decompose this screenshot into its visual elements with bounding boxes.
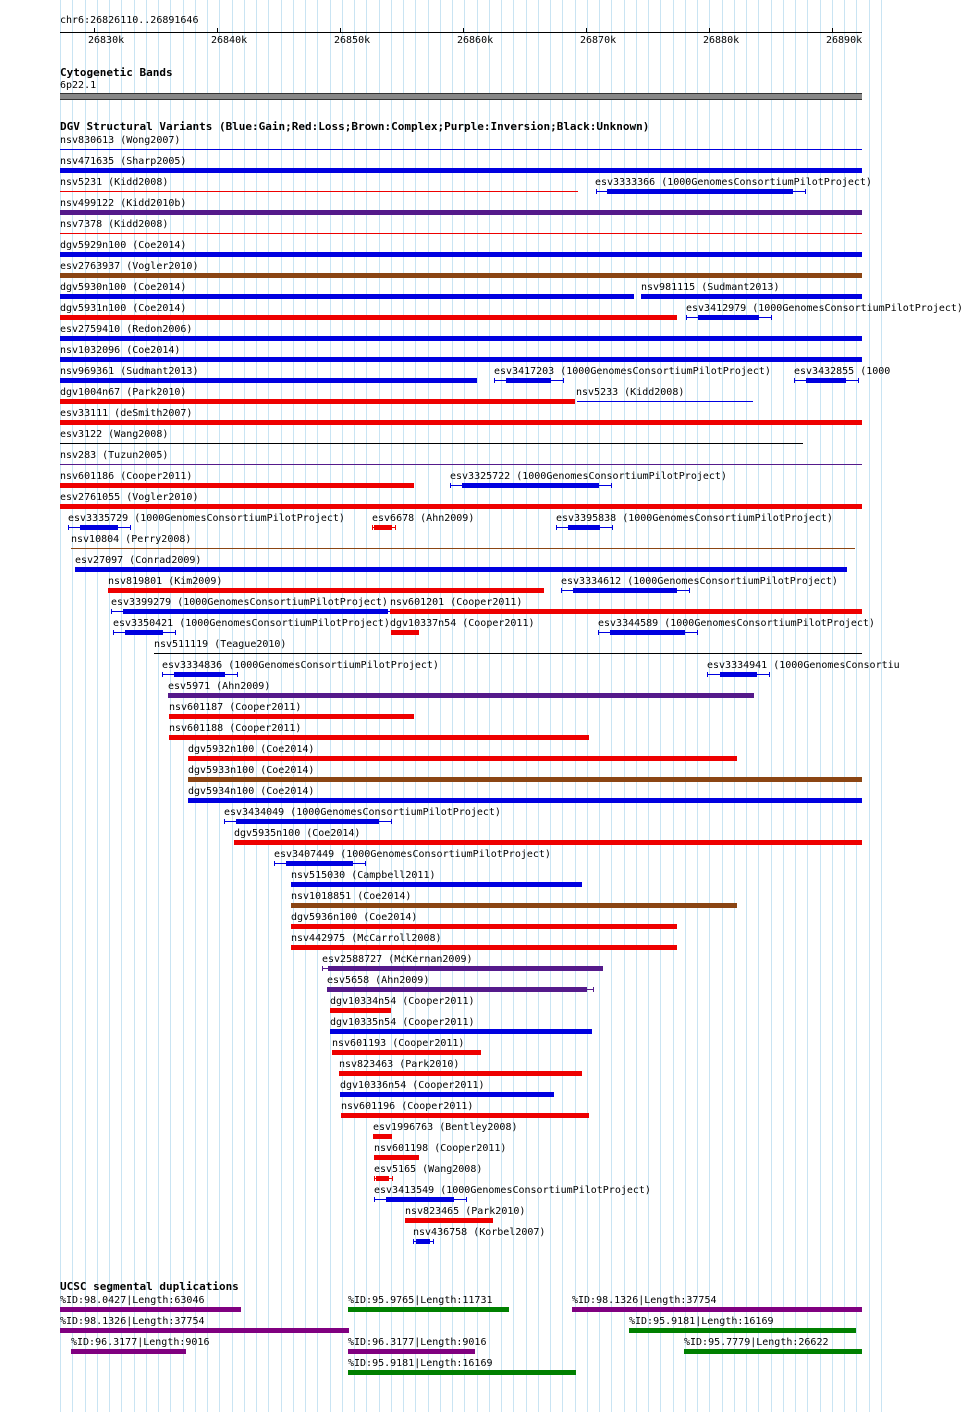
dgv-variant-bar[interactable] (60, 233, 862, 234)
dgv-variant-whisker (113, 630, 114, 635)
segdup-bar[interactable] (60, 1307, 241, 1312)
dgv-variant-label[interactable]: esv3417203 (1000GenomesConsortiumPilotProject) (494, 366, 771, 377)
dgv-variant-label[interactable]: nsv10804 (Perry2008) (71, 534, 192, 545)
dgv-variant-label[interactable]: dgv5930n100 (Coe2014) (60, 282, 187, 293)
ruler-tick-label: 26840k (211, 35, 248, 46)
ruler-tick (94, 28, 95, 33)
dgv-variant-bar[interactable] (641, 294, 862, 299)
segdup-bar[interactable] (572, 1307, 862, 1312)
dgv-variant-bar[interactable] (234, 840, 862, 845)
dgv-variant-bar[interactable] (154, 653, 862, 654)
segdup-bar[interactable] (348, 1349, 475, 1354)
dgv-variant-label[interactable]: nsv1018851 (Coe2014) (291, 891, 412, 902)
dgv-variant-bar[interactable] (60, 294, 634, 299)
dgv-variant-label[interactable]: esv3335729 (1000GenomesConsortiumPilotProject) (68, 513, 345, 524)
dgv-variant-bar[interactable] (291, 924, 677, 929)
dgv-variant-label[interactable]: esv3122 (Wang2008) (60, 429, 169, 440)
dgv-variant-label[interactable]: dgv5935n100 (Coe2014) (234, 828, 361, 839)
dgv-variant-bar[interactable] (60, 273, 862, 278)
dgv-variant-label[interactable]: nsv5233 (Kidd2008) (576, 387, 685, 398)
dgv-variant-whisker (561, 588, 562, 593)
segdup-bar[interactable] (71, 1349, 186, 1354)
ruler-tick (340, 28, 341, 33)
dgv-variant-label[interactable]: nsv823465 (Park2010) (405, 1206, 526, 1217)
dgv-variant-bar[interactable] (330, 1029, 592, 1034)
dgv-variant-label[interactable]: esv2588727 (McKernan2009) (322, 954, 473, 965)
dgv-variant-whisker (794, 378, 795, 383)
segdup-label[interactable]: %ID:96.3177|Length:9016 (348, 1337, 487, 1348)
dgv-variant-label[interactable]: nsv5231 (Kidd2008) (60, 177, 169, 188)
dgv-variant-bar[interactable] (60, 191, 578, 192)
dgv-variant-extent-line (113, 632, 175, 633)
segdup-bar[interactable] (629, 1328, 856, 1333)
dgv-variant-whisker (805, 189, 806, 194)
dgv-variant-bar[interactable] (169, 735, 589, 740)
segdup-bar[interactable] (348, 1307, 509, 1312)
dgv-variant-extent-line (274, 863, 365, 864)
dgv-variant-bar[interactable] (60, 483, 414, 488)
dgv-variant-label[interactable]: nsv601196 (Cooper2011) (341, 1101, 474, 1112)
ruler-tick-label: 26850k (334, 35, 371, 46)
dgv-variant-label[interactable]: dgv5934n100 (Coe2014) (188, 786, 315, 797)
dgv-variant-extent-line (68, 527, 130, 528)
dgv-variant-label[interactable]: esv27097 (Conrad2009) (75, 555, 202, 566)
dgv-variant-whisker (162, 672, 163, 677)
dgv-variant-label[interactable]: dgv10334n54 (Cooper2011) (330, 996, 475, 1007)
dgv-variant-bar[interactable] (291, 903, 737, 908)
dgv-variant-extent-line (707, 674, 769, 675)
dgv-variant-label[interactable]: nsv601186 (Cooper2011) (60, 471, 193, 482)
dgv-variant-whisker (433, 1239, 434, 1244)
dgv-variant-label[interactable]: esv3407449 (1000GenomesConsortiumPilotProject) (274, 849, 551, 860)
dgv-variant-label[interactable]: nsv969361 (Sudmant2013) (60, 366, 199, 377)
dgv-variant-bar[interactable] (291, 882, 582, 887)
dgv-variant-extent-line (596, 191, 805, 192)
ruler-tick-label: 26890k (826, 35, 863, 46)
ruler-axis (60, 32, 862, 33)
dgv-variant-whisker (602, 966, 603, 971)
dgv-variant-label[interactable]: esv3334836 (1000GenomesConsortiumPilotProject) (162, 660, 439, 671)
dgv-variant-bar[interactable] (188, 798, 862, 803)
dgv-variant-whisker (111, 609, 112, 614)
segdup-label[interactable]: %ID:98.1326|Length:37754 (572, 1295, 717, 1306)
dgv-variant-whisker (771, 315, 772, 320)
dgv-variant-label[interactable]: nsv436758 (Korbel2007) (413, 1227, 546, 1238)
dgv-variant-whisker (274, 861, 275, 866)
dgv-variant-label[interactable]: nsv981115 (Sudmant2013) (641, 282, 780, 293)
dgv-track-title: DGV Structural Variants (Blue:Gain;Red:Loss;Brown:Complex;Purple:Inversion;Black:Unknown) (60, 120, 650, 133)
dgv-variant-label[interactable]: dgv5929n100 (Coe2014) (60, 240, 187, 251)
dgv-variant-bar[interactable] (60, 315, 677, 320)
segdup-label[interactable]: %ID:98.0427|Length:63046 (60, 1295, 205, 1306)
segdup-label[interactable]: %ID:95.9181|Length:16169 (348, 1358, 493, 1369)
dgv-variant-label[interactable]: nsv601187 (Cooper2011) (169, 702, 302, 713)
dgv-variant-whisker (494, 378, 495, 383)
dgv-variant-label[interactable]: esv5658 (Ahn2009) (327, 975, 430, 986)
dgv-variant-label[interactable]: esv3325722 (1000GenomesConsortiumPilotProject) (450, 471, 727, 482)
dgv-variant-label[interactable]: nsv830613 (Wong2007) (60, 135, 181, 146)
dgv-variant-label[interactable]: esv2761055 (Vogler2010) (60, 492, 199, 503)
dgv-variant-label[interactable]: nsv442975 (McCarroll2008) (291, 933, 442, 944)
segdup-bar[interactable] (60, 1328, 349, 1333)
dgv-variant-label[interactable]: dgv5932n100 (Coe2014) (188, 744, 315, 755)
dgv-variant-label[interactable]: nsv601198 (Cooper2011) (374, 1143, 507, 1154)
segdup-track-title: UCSC segmental duplications (60, 1280, 239, 1293)
dgv-variant-label[interactable]: dgv5931n100 (Coe2014) (60, 303, 187, 314)
dgv-variant-label[interactable]: esv3399279 (1000GenomesConsortiumPilotProject) (111, 597, 388, 608)
ruler-tick (217, 28, 218, 33)
dgv-variant-label[interactable]: dgv10337n54 (Cooper2011) (390, 618, 535, 629)
dgv-variant-extent-line (494, 380, 563, 381)
dgv-variant-extent-line (598, 632, 697, 633)
ruler-tick-label: 26880k (703, 35, 740, 46)
dgv-variant-bar[interactable] (341, 1113, 589, 1118)
dgv-variant-bar[interactable] (339, 1071, 582, 1076)
dgv-variant-bar[interactable] (188, 756, 737, 761)
dgv-variant-bar[interactable] (188, 777, 862, 782)
dgv-variant-label[interactable]: nsv819801 (Kim2009) (108, 576, 223, 587)
dgv-variant-whisker (769, 672, 770, 677)
dgv-variant-bar[interactable] (577, 401, 753, 402)
dgv-variant-label[interactable]: dgv10335n54 (Cooper2011) (330, 1017, 475, 1028)
dgv-variant-bar[interactable] (332, 1050, 481, 1055)
dgv-variant-extent-line (111, 611, 400, 612)
dgv-variant-extent-line (794, 380, 858, 381)
dgv-variant-whisker (563, 378, 564, 383)
dgv-variant-bar[interactable] (291, 945, 677, 950)
dgv-variant-bar[interactable] (390, 609, 862, 614)
dgv-variant-label[interactable]: nsv499122 (Kidd2010b) (60, 198, 187, 209)
dgv-variant-whisker (68, 525, 69, 530)
dgv-variant-whisker (365, 861, 366, 866)
dgv-variant-whisker (372, 525, 373, 530)
dgv-variant-label[interactable]: nsv823463 (Park2010) (339, 1059, 460, 1070)
dgv-variant-bar[interactable] (60, 357, 862, 362)
dgv-variant-whisker (612, 525, 613, 530)
dgv-variant-extent-line (224, 821, 391, 822)
segdup-bar[interactable] (348, 1370, 576, 1375)
dgv-variant-whisker (322, 966, 323, 971)
dgv-variant-bar[interactable] (405, 1218, 493, 1223)
cytoband-label: 6p22.1 (60, 80, 97, 91)
ruler-tick-label: 26830k (88, 35, 125, 46)
dgv-variant-extent-line (162, 674, 237, 675)
dgv-variant-label[interactable]: esv3350421 (1000GenomesConsortiumPilotProject) (113, 618, 390, 629)
dgv-variant-label[interactable]: dgv1004n67 (Park2010) (60, 387, 187, 398)
dgv-variant-whisker (598, 630, 599, 635)
dgv-variant-whisker (130, 525, 131, 530)
dgv-variant-bar[interactable] (60, 149, 862, 150)
dgv-variant-whisker (395, 525, 396, 530)
ruler-tick (709, 28, 710, 33)
dgv-variant-extent-line (327, 989, 593, 990)
dgv-variant-whisker (374, 1197, 375, 1202)
dgv-variant-label[interactable]: esv2759410 (Redon2006) (60, 324, 193, 335)
ruler-position-label: chr6:26826110..26891646 (60, 15, 199, 26)
dgv-variant-bar[interactable] (373, 1134, 392, 1139)
dgv-variant-label[interactable]: nsv7378 (Kidd2008) (60, 219, 169, 230)
dgv-variant-label[interactable]: dgv5933n100 (Coe2014) (188, 765, 315, 776)
dgv-variant-label[interactable]: esv3344589 (1000GenomesConsortiumPilotProject) (598, 618, 875, 629)
dgv-variant-bar[interactable] (60, 336, 862, 341)
dgv-variant-extent-line (374, 1178, 392, 1179)
dgv-variant-extent-line (561, 590, 689, 591)
dgv-variant-whisker (707, 672, 708, 677)
dgv-variant-whisker (391, 819, 392, 824)
dgv-variant-whisker (596, 189, 597, 194)
dgv-variant-label[interactable]: nsv283 (Tuzun2005) (60, 450, 169, 461)
dgv-variant-label[interactable]: nsv471635 (Sharp2005) (60, 156, 187, 167)
ruler-tick (586, 28, 587, 33)
cytoband-track-title: Cytogenetic Bands (60, 66, 173, 79)
dgv-variant-bar[interactable] (108, 588, 544, 593)
dgv-variant-bar[interactable] (60, 378, 477, 383)
ruler-tick-label: 26870k (580, 35, 617, 46)
dgv-variant-label[interactable]: esv3413549 (1000GenomesConsortiumPilotProject) (374, 1185, 651, 1196)
dgv-variant-label[interactable]: esv2763937 (Vogler2010) (60, 261, 199, 272)
dgv-variant-bar[interactable] (60, 168, 862, 173)
segdup-label[interactable]: %ID:95.7779|Length:26622 (684, 1337, 829, 1348)
dgv-variant-label[interactable]: nsv515030 (Campbell2011) (291, 870, 436, 881)
dgv-variant-whisker (374, 1176, 375, 1181)
dgv-variant-extent-line (413, 1241, 433, 1242)
dgv-variant-label[interactable]: esv3395838 (1000GenomesConsortiumPilotProject) (556, 513, 833, 524)
dgv-variant-label[interactable]: dgv10336n54 (Cooper2011) (340, 1080, 485, 1091)
dgv-variant-bar[interactable] (391, 630, 419, 635)
dgv-variant-whisker (686, 315, 687, 320)
dgv-variant-whisker (593, 987, 594, 992)
dgv-variant-bar[interactable] (340, 1092, 554, 1097)
dgv-variant-bar[interactable] (60, 399, 575, 404)
dgv-variant-whisker (556, 525, 557, 530)
dgv-variant-label[interactable]: dgv5936n100 (Coe2014) (291, 912, 418, 923)
dgv-variant-bar[interactable] (60, 420, 862, 425)
dgv-variant-extent-line (686, 317, 771, 318)
ruler-tick (832, 28, 833, 33)
dgv-variant-extent-line (556, 527, 612, 528)
segdup-label[interactable]: %ID:95.9181|Length:16169 (629, 1316, 774, 1327)
dgv-variant-bar[interactable] (330, 1008, 391, 1013)
dgv-variant-bar[interactable] (169, 714, 414, 719)
dgv-variant-label[interactable]: esv3434049 (1000GenomesConsortiumPilotProject) (224, 807, 501, 818)
dgv-variant-label[interactable]: esv3412979 (1000GenomesConsortiumPilotProject) (686, 303, 963, 314)
dgv-variant-bar[interactable] (60, 210, 862, 215)
dgv-variant-bar[interactable] (71, 548, 855, 549)
dgv-variant-extent-line (372, 527, 395, 528)
segdup-bar[interactable] (684, 1349, 862, 1354)
dgv-variant-label[interactable]: nsv601193 (Cooper2011) (332, 1038, 465, 1049)
dgv-variant-whisker (689, 588, 690, 593)
segdup-label[interactable]: %ID:96.3177|Length:9016 (71, 1337, 210, 1348)
dgv-variant-bar[interactable] (374, 1155, 419, 1160)
dgv-variant-whisker (327, 987, 328, 992)
dgv-variant-whisker (175, 630, 176, 635)
dgv-variant-whisker (611, 483, 612, 488)
dgv-variant-whisker (697, 630, 698, 635)
dgv-variant-label[interactable]: esv3432855 (1000 (794, 366, 891, 377)
dgv-variant-label[interactable]: nsv1032096 (Coe2014) (60, 345, 181, 356)
dgv-variant-label[interactable]: esv1996763 (Bentley2008) (373, 1122, 518, 1133)
dgv-variant-whisker (392, 1176, 393, 1181)
dgv-variant-label[interactable]: nsv601201 (Cooper2011) (390, 597, 523, 608)
dgv-variant-label[interactable]: esv5165 (Wang2008) (374, 1164, 483, 1175)
dgv-variant-label[interactable]: esv3333366 (1000GenomesConsortiumPilotProject) (595, 177, 872, 188)
dgv-variant-whisker (466, 1197, 467, 1202)
dgv-variant-bar[interactable] (75, 567, 847, 572)
dgv-variant-bar[interactable] (60, 504, 862, 509)
dgv-variant-whisker (413, 1239, 414, 1244)
dgv-variant-bar[interactable] (60, 464, 862, 465)
dgv-variant-whisker (237, 672, 238, 677)
ruler-tick-label: 26860k (457, 35, 494, 46)
dgv-variant-extent-line (450, 485, 611, 486)
dgv-variant-extent-line (374, 1199, 466, 1200)
dgv-variant-whisker (858, 378, 859, 383)
dgv-variant-label[interactable]: esv6678 (Ahn2009) (372, 513, 475, 524)
dgv-variant-whisker (224, 819, 225, 824)
dgv-variant-whisker (450, 483, 451, 488)
dgv-variant-label[interactable]: nsv601188 (Cooper2011) (169, 723, 302, 734)
cytoband-bar[interactable] (60, 93, 862, 100)
dgv-variant-label[interactable]: esv33111 (deSmith2007) (60, 408, 193, 419)
ruler-tick (463, 28, 464, 33)
dgv-variant-label[interactable]: nsv511119 (Teague2010) (154, 639, 287, 650)
dgv-variant-bar[interactable] (168, 693, 754, 698)
dgv-variant-bar[interactable] (60, 252, 862, 257)
dgv-variant-extent-line (322, 968, 602, 969)
dgv-variant-bar[interactable] (60, 443, 803, 444)
segdup-label[interactable]: %ID:98.1326|Length:37754 (60, 1316, 205, 1327)
dgv-variant-label[interactable]: esv5971 (Ahn2009) (168, 681, 271, 692)
dgv-variant-label[interactable]: esv3334612 (1000GenomesConsortiumPilotProject) (561, 576, 838, 587)
segdup-label[interactable]: %ID:95.9765|Length:11731 (348, 1295, 493, 1306)
dgv-variant-label[interactable]: esv3334941 (1000GenomesConsortiu (707, 660, 900, 671)
